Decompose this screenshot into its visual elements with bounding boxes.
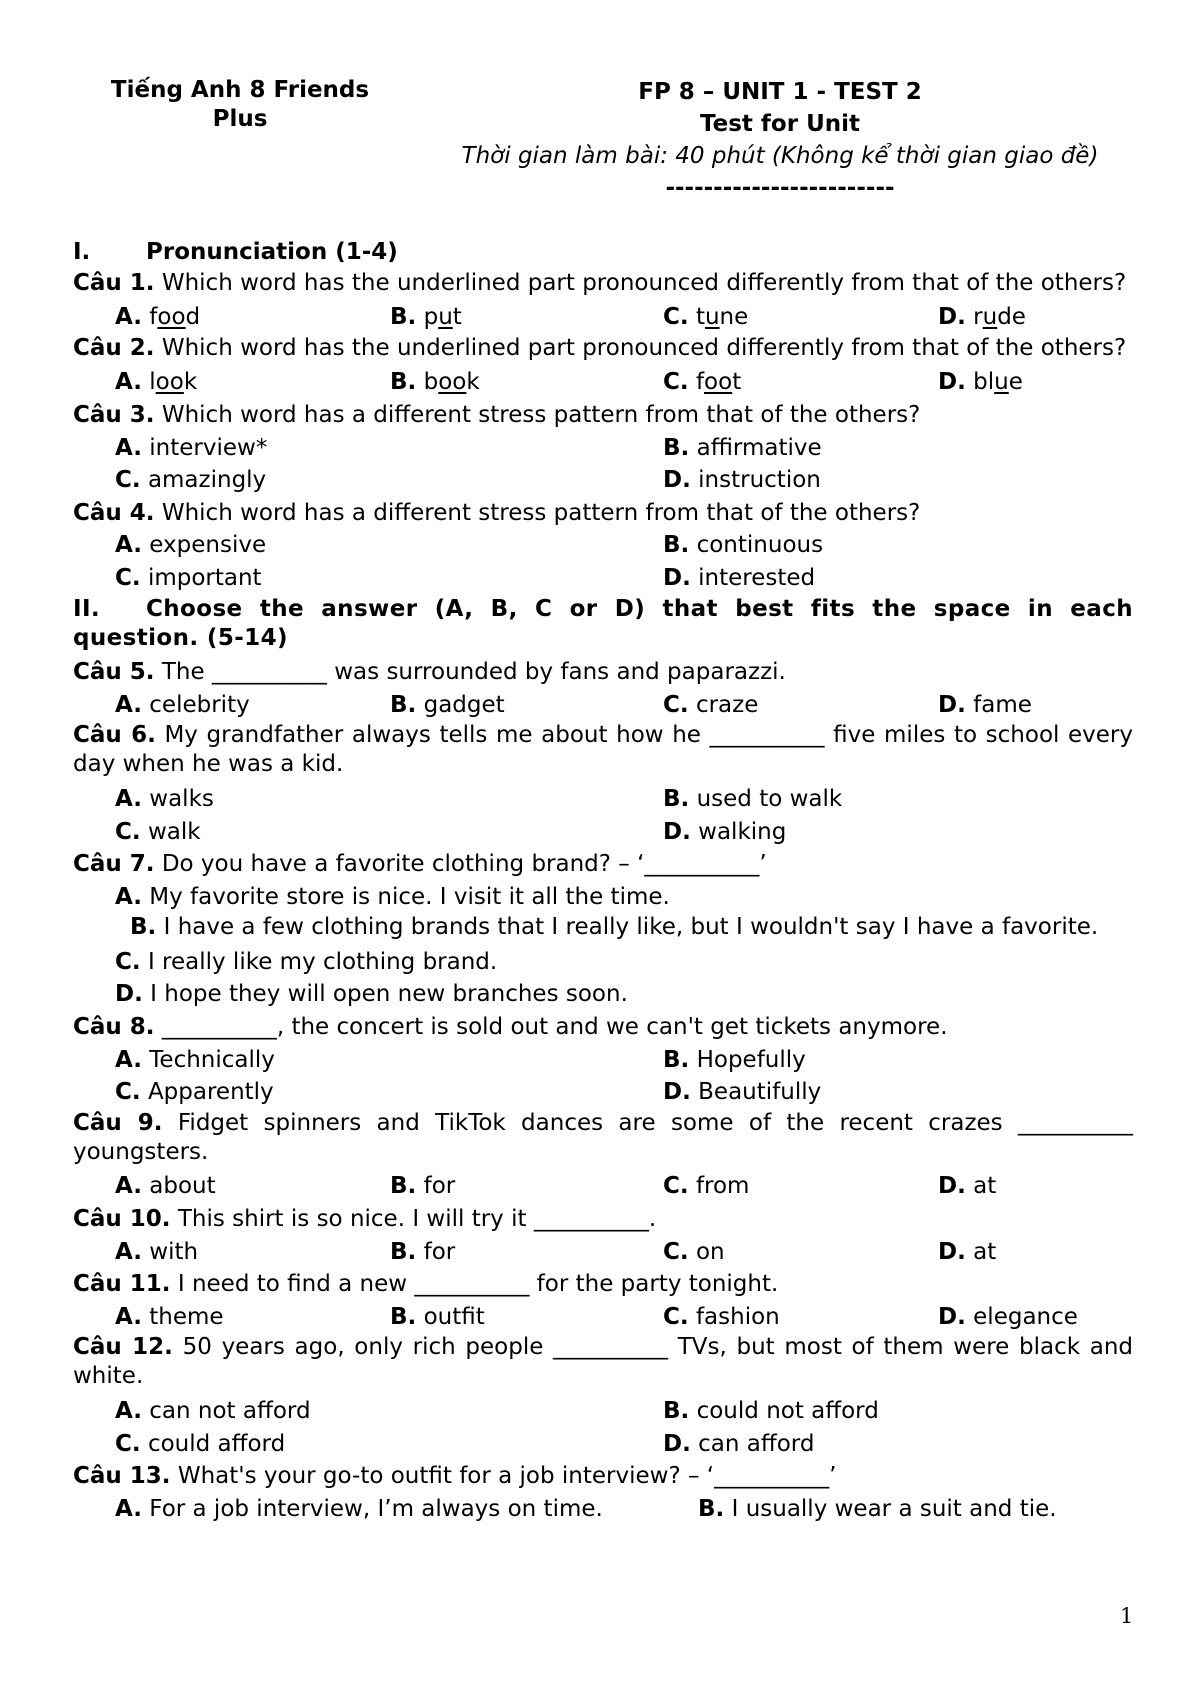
option-c[interactable] [115,464,266,497]
option-b[interactable] [73,913,1133,942]
test-title: FP 8 – UNIT 1 - TEST 2 [638,79,922,105]
option-a[interactable] [115,301,200,334]
question-label: Câu 1. [73,269,155,296]
option-letter: C. [663,1303,689,1330]
option-letter: B. [663,785,690,812]
question-label: Câu 5. [73,659,155,686]
option-c[interactable] [663,301,748,334]
option-text: I have a few clothing brands that I really like, but I wouldn't say I have a favorite. [163,914,1099,941]
option-text: expensive [149,532,267,559]
option-b[interactable] [663,1044,806,1077]
option-letter: B. [390,1238,417,1265]
question-6-options-row2 [73,816,1133,849]
option-text: could not afford [696,1398,879,1424]
option-text: about [149,1173,216,1200]
question-label: Câu 2. [73,334,155,361]
option-text: t [452,304,462,331]
question-6-options-row1 [73,783,1133,816]
question-text: __________, the concert is sold out and we can't get tickets anymore. [161,1014,948,1041]
question-text: Which word has the underlined part pronounced differently from that of the others? [161,334,1127,361]
option-c[interactable] [73,946,1133,979]
option-text: f [149,304,158,331]
option-a[interactable] [115,1236,198,1269]
option-a[interactable] [73,881,1133,914]
question-text: Which word has the underlined part pronounced differently from that of the others? [161,269,1127,296]
option-text: Technically [149,1046,275,1073]
question-8 [73,1011,1133,1044]
option-b[interactable] [390,366,480,399]
option-letter: C. [115,564,141,591]
question-11-options [73,1301,1133,1334]
question-label: Câu 11. [73,1271,171,1298]
option-c[interactable] [663,366,741,399]
option-text: important [147,564,262,591]
option-underline: oo [438,369,467,396]
option-d[interactable] [938,1236,996,1269]
section-2-number: II. [73,595,101,622]
option-letter: D. [663,1079,691,1106]
option-text: I really like my clothing brand. [147,948,498,975]
option-letter: A. [115,1303,142,1330]
option-letter: C. [115,948,141,975]
option-letter: C. [115,467,141,494]
option-c[interactable] [663,1236,725,1269]
question-text: What's your go-to outfit for a job interview? – ‘__________’ [177,1463,837,1490]
option-letter: C. [663,691,689,718]
option-text: t [695,304,705,331]
option-text: k [183,369,198,396]
header-course-line2: Plus [212,106,268,132]
header-course-line1: Tiếng Anh 8 Friends [110,77,370,103]
option-a[interactable] [115,689,250,722]
question-text: 50 years ago, only rich people __________ TVs, but most of them were black and white. [73,1334,1134,1390]
question-label: Câu 9. [73,1109,163,1136]
option-text: bl [973,369,995,396]
question-label: Câu 12. [73,1334,173,1361]
question-text: I need to find a new __________ for the party tonight. [177,1271,779,1298]
option-text: continuous [696,532,824,559]
option-a[interactable] [115,529,266,562]
section-2-title: Choose the answer (A, B, C or D) that best fits the space in each question. (5-14) [73,595,1133,651]
option-text: p [423,304,439,331]
option-a[interactable] [115,1044,275,1077]
option-b[interactable] [390,1170,455,1203]
question-4-options-row1 [73,529,1133,562]
option-text: ne [719,304,749,331]
option-text: at [973,1173,997,1200]
option-b[interactable] [663,529,823,562]
option-d[interactable] [663,464,821,497]
header-school [70,76,410,134]
section-1-title: Pronunciation (1-4) [146,239,398,265]
option-a[interactable] [115,366,197,399]
option-letter: B. [698,1495,725,1522]
option-letter: B. [663,434,690,461]
option-text: walk [147,818,201,845]
option-text: I usually wear a suit and tie. [731,1495,1057,1522]
option-text: fashion [695,1303,780,1330]
option-text: Apparently [147,1079,274,1106]
option-letter: C. [663,1238,689,1265]
question-10 [73,1203,1133,1236]
option-underline: u [982,304,998,331]
option-text: affirmative [696,434,822,461]
question-text: My grandfather always tells me about how he __________ five miles to school every day when he was a kid. [73,722,1133,778]
question-11 [73,1268,1133,1301]
option-letter: D. [115,981,143,1008]
option-letter: B. [390,1303,417,1330]
option-underline: oo [704,369,733,396]
question-5 [73,656,1133,689]
option-text: on [695,1238,725,1265]
option-text: craze [695,691,759,718]
option-c[interactable] [663,1170,749,1203]
option-b[interactable] [663,432,822,465]
question-text: Do you have a favorite clothing brand? – ‘__________’ [161,851,767,878]
option-letter: D. [938,1303,966,1330]
option-c[interactable] [115,1428,285,1461]
option-b[interactable] [663,783,842,816]
option-underline: oo [157,304,186,331]
question-text: Fidget spinners and TikTok dances are some of the recent crazes __________ youngsters. [73,1109,1133,1165]
question-text: The __________ was surrounded by fans and paparazzi. [161,659,786,686]
option-letter: B. [663,532,690,559]
option-text: for [423,1238,456,1265]
option-b[interactable] [390,689,505,722]
option-text: For a job interview, I’m always on time. [149,1495,603,1522]
option-text: from [695,1173,750,1200]
question-12-options-row1 [73,1395,1133,1428]
question-label: Câu 6. [73,722,156,749]
option-letter: D. [663,818,691,845]
option-letter: C. [663,369,689,396]
option-c[interactable] [663,1301,780,1334]
option-letter: B. [663,1398,690,1424]
option-text: d [185,304,201,331]
option-letter: C. [663,1173,689,1200]
page-number: 1 [1120,1604,1134,1628]
question-text: This shirt is so nice. I will try it __________. [177,1206,657,1233]
option-letter: A. [115,1495,142,1522]
option-text: r [973,304,983,331]
question-10-options [73,1236,1133,1269]
option-underline: u [704,304,720,331]
option-text: interview* [149,434,268,461]
option-b[interactable] [663,1395,879,1428]
option-d[interactable] [663,562,815,595]
option-text: k [466,369,480,396]
option-c[interactable] [115,816,201,849]
question-5-options [73,689,1133,722]
question-9-options [73,1170,1133,1203]
option-letter: A. [115,369,142,396]
question-8-options-row1 [73,1044,1133,1077]
option-b[interactable] [390,1301,485,1334]
option-letter: B. [390,691,417,718]
question-label: Câu 8. [73,1014,155,1041]
option-letter: D. [663,467,691,494]
option-text: theme [149,1303,224,1330]
option-text: with [149,1238,199,1265]
option-text: f [695,369,705,396]
question-6 [73,721,1133,779]
test-time: Thời gian làm bài: 40 phút (Không kể thời gian giao đề) [461,143,1099,169]
option-letter: A. [115,883,142,910]
option-letter: C. [115,818,141,845]
option-letter: C. [115,1430,141,1457]
option-text: elegance [973,1303,1078,1330]
option-b[interactable] [698,1493,1057,1526]
question-label: Câu 7. [73,851,155,878]
option-letter: A. [115,1238,142,1265]
option-a[interactable] [115,1301,224,1334]
option-letter: D. [938,691,966,718]
option-d[interactable] [938,1301,1078,1334]
option-c[interactable] [663,689,758,722]
option-letter: B. [390,1173,417,1200]
option-text: instruction [698,467,821,494]
question-7 [73,848,1133,881]
option-letter: D. [663,564,691,591]
option-text: celebrity [149,691,250,718]
option-text: used to walk [696,785,843,812]
option-a[interactable] [115,1395,311,1428]
question-text: Which word has a different stress pattern from that of the others? [161,499,921,526]
option-text: could afford [147,1430,286,1457]
option-letter: A. [115,691,142,718]
question-12 [73,1333,1133,1391]
option-letter: C. [115,1079,141,1106]
option-letter: D. [938,369,966,396]
question-3 [73,399,1133,432]
option-d[interactable] [938,1170,996,1203]
option-letter: A. [115,532,142,559]
question-12-options-row2 [73,1428,1133,1461]
option-text: can not afford [149,1398,311,1424]
question-8-options-row2 [73,1076,1133,1109]
option-underline: oo [155,369,184,396]
option-text: gadget [423,691,505,718]
question-4-options-row2 [73,562,1133,595]
header-rule: ------------------------ [665,175,895,201]
option-text: can afford [698,1430,815,1457]
option-letter: D. [938,1238,966,1265]
exam-body [73,236,1133,1525]
option-d[interactable] [938,689,1032,722]
option-d[interactable] [938,366,1023,399]
option-d[interactable] [663,1076,821,1109]
option-text: at [973,1238,997,1265]
option-letter: B. [390,369,417,396]
option-d[interactable] [73,978,1133,1011]
option-letter: B. [663,1046,690,1073]
question-3-options-row1 [73,432,1133,465]
option-text: My favorite store is nice. I visit it all the time. [149,883,670,910]
option-text: b [423,369,439,396]
option-letter: D. [938,1173,966,1200]
option-text: Beautifully [698,1079,822,1106]
option-letter: B. [130,914,157,941]
option-c[interactable] [115,1076,274,1109]
option-text: outfit [423,1303,485,1330]
option-text: e [1008,369,1023,396]
option-letter: A. [115,1046,142,1073]
question-2 [73,334,1133,363]
option-underline: u [994,369,1009,396]
option-letter: D. [938,304,966,331]
question-13 [73,1460,1133,1493]
option-c[interactable] [115,562,262,595]
option-d[interactable] [663,1428,814,1461]
option-underline: u [438,304,453,331]
option-text: l [149,369,156,396]
option-d[interactable] [663,816,786,849]
option-letter: A. [115,785,142,812]
question-label: Câu 10. [73,1206,171,1233]
option-letter: D. [663,1430,691,1457]
option-letter: A. [115,1398,142,1424]
test-subtitle: Test for Unit [699,111,860,137]
section-1-number: I. [73,239,91,265]
question-1 [73,269,1133,298]
question-13-options-row1 [73,1493,1133,1526]
question-label: Câu 4. [73,499,155,526]
option-b[interactable] [390,301,462,334]
option-b[interactable] [390,1236,455,1269]
option-a[interactable] [115,432,267,465]
option-text: fame [973,691,1032,718]
option-text: amazingly [147,467,267,494]
question-1-options [73,301,1133,334]
option-text: for [423,1173,456,1200]
option-letter: B. [390,304,417,331]
option-text: de [997,304,1026,331]
option-text: Hopefully [696,1046,806,1073]
section-1-heading [73,236,1133,269]
option-letter: A. [115,1173,142,1200]
option-a[interactable] [115,1493,603,1526]
question-label: Câu 3. [73,401,155,428]
header-test-info [440,76,1120,204]
option-letter: A. [115,304,142,331]
option-text: I hope they will open new branches soon. [150,981,628,1008]
question-4 [73,497,1133,530]
option-letter: A. [115,434,142,461]
option-text: t [732,369,742,396]
option-text: walks [149,785,214,812]
question-9 [73,1109,1133,1167]
option-text: walking [698,818,787,845]
option-a[interactable] [115,783,214,816]
option-a[interactable] [115,1170,216,1203]
question-2-options [73,366,1133,399]
option-d[interactable] [938,301,1026,334]
option-text: interested [698,564,816,591]
question-label: Câu 13. [73,1463,171,1490]
question-text: Which word has a different stress pattern from that of the others? [161,401,921,428]
question-3-options-row2 [73,464,1133,497]
option-letter: C. [663,304,689,331]
section-2-heading [73,595,1133,653]
